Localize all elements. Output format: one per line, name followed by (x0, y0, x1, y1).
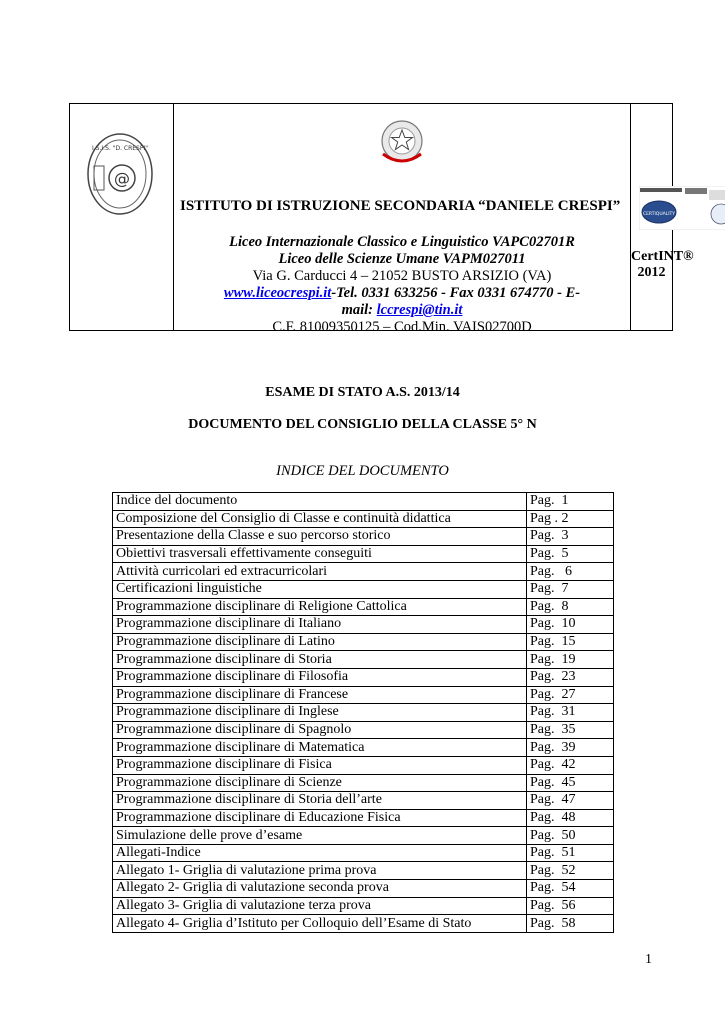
certification-cell (631, 104, 694, 330)
email-prefix: mail: (341, 302, 377, 318)
page-number: 1 (645, 952, 652, 967)
index-entry-label: Presentazione della Classe e suo percorso storico (113, 528, 527, 546)
index-entry-page: Pag. 6 (527, 563, 614, 581)
table-row (113, 739, 614, 757)
school-address: Via G. Carducci 4 – 21052 BUSTO ARSIZIO (VA) (252, 268, 552, 284)
school-line-scienze-umane: Liceo delle Scienze Umane VAPM027011 (278, 251, 526, 267)
table-row (113, 545, 614, 563)
email-link[interactable]: lccrespi@tin.it (376, 302, 463, 318)
table-row (113, 633, 614, 651)
contact-text: -Tel. 0331 633256 - Fax 0331 674770 - E- (331, 285, 581, 301)
table-row (113, 844, 614, 862)
index-entry-label: Programmazione disciplinare di Spagnolo (113, 721, 527, 739)
table-row (113, 774, 614, 792)
index-entry-label: Allegati-Indice (113, 844, 527, 862)
index-entry-label: Programmazione disciplinare di Latino (113, 633, 527, 651)
index-entry-page: Pag. 19 (527, 651, 614, 669)
index-entry-page: Pag. 3 (527, 528, 614, 546)
index-entry-page: Pag. 8 (527, 598, 614, 616)
index-entry-label: Indice del documento (113, 493, 527, 511)
school-logo-cell (70, 104, 174, 330)
index-entry-label: Programmazione disciplinare di Religione Cattolica (113, 598, 527, 616)
index-entry-page: Pag. 51 (527, 844, 614, 862)
contact-line (174, 285, 630, 302)
index-entry-page: Pag. 58 (527, 915, 614, 933)
school-codes: C.F. 81009350125 – Cod.Min. VAIS02700D (272, 319, 532, 335)
index-entry-page: Pag. 52 (527, 862, 614, 880)
index-entry-page: Pag. 39 (527, 739, 614, 757)
index-entry-label: Programmazione disciplinare di Scienze (113, 774, 527, 792)
table-row (113, 862, 614, 880)
index-entry-label: Programmazione disciplinare di Italiano (113, 616, 527, 634)
index-entry-page: Pag. 7 (527, 580, 614, 598)
index-entry-label: Obiettivi trasversali effettivamente conseguiti (113, 545, 527, 563)
index-entry-page: Pag. 10 (527, 616, 614, 634)
index-entry-page: Pag. 48 (527, 809, 614, 827)
index-entry-page: Pag. 47 (527, 792, 614, 810)
index-entry-page: Pag. 15 (527, 633, 614, 651)
table-row (113, 721, 614, 739)
index-table (112, 492, 614, 933)
svg-text:I.S.I.S. "D. CRESPI": I.S.I.S. "D. CRESPI" (92, 145, 148, 152)
index-entry-label: Composizione del Consiglio di Classe e continuità didattica (113, 510, 527, 528)
website-link[interactable]: www.liceocrespi.it (223, 285, 332, 301)
index-entry-label: Allegato 2- Griglia di valutazione seconda prova (113, 880, 527, 898)
cert-label: CertINT® 2012 (631, 249, 694, 280)
index-entry-page: Pag. 1 (527, 493, 614, 511)
table-row (113, 880, 614, 898)
table-row (113, 915, 614, 933)
italian-republic-emblem-icon (375, 116, 429, 170)
table-row (113, 668, 614, 686)
index-entry-page: Pag. 23 (527, 668, 614, 686)
index-entry-label: Programmazione disciplinare di Storia (113, 651, 527, 669)
index-entry-label: Attività curricolari ed extracurricolari (113, 563, 527, 581)
school-info-cell (174, 104, 631, 335)
index-entry-page: Pag. 42 (527, 756, 614, 774)
table-row (113, 510, 614, 528)
table-row (113, 616, 614, 634)
index-entry-page: Pag. 50 (527, 827, 614, 845)
svg-text:CERTIQUALITY: CERTIQUALITY (642, 212, 676, 217)
index-entry-label: Allegato 4- Griglia d’Istituto per Colloquio dell’Esame di Stato (113, 915, 527, 933)
index-entry-label: Allegato 3- Griglia di valutazione terza prova (113, 897, 527, 915)
table-row (113, 528, 614, 546)
index-entry-page: Pag. 35 (527, 721, 614, 739)
table-row (113, 897, 614, 915)
school-name: ISTITUTO DI ISTRUZIONE SECONDARIA “DANIELE CRESPI” (180, 198, 621, 214)
table-row (113, 756, 614, 774)
index-entry-label: Programmazione disciplinare di Storia dell’arte (113, 792, 527, 810)
index-entry-label: Programmazione disciplinare di Fisica (113, 756, 527, 774)
table-row (113, 686, 614, 704)
certiquality-badge-icon (639, 186, 725, 230)
table-row (113, 563, 614, 581)
index-entry-label: Programmazione disciplinare di Inglese (113, 704, 527, 722)
table-row (113, 704, 614, 722)
index-entry-label: Programmazione disciplinare di Francese (113, 686, 527, 704)
index-entry-label: Certificazioni linguistiche (113, 580, 527, 598)
index-entry-page: Pag. 45 (527, 774, 614, 792)
index-entry-label: Allegato 1- Griglia di valutazione prima prova (113, 862, 527, 880)
table-row (113, 580, 614, 598)
index-entry-label: Programmazione disciplinare di Educazione Fisica (113, 809, 527, 827)
svg-text:@: @ (114, 169, 130, 188)
exam-title: ESAME DI STATO A.S. 2013/14 (265, 385, 460, 400)
table-row (113, 651, 614, 669)
school-line-classico: Liceo Internazionale Classico e Linguistico VAPC02701R (229, 234, 575, 250)
index-entry-page: Pag . 2 (527, 510, 614, 528)
index-entry-page: Pag. 27 (527, 686, 614, 704)
index-title: INDICE DEL DOCUMENTO (276, 463, 449, 479)
table-row (113, 792, 614, 810)
index-entry-page: Pag. 31 (527, 704, 614, 722)
index-entry-page: Pag. 54 (527, 880, 614, 898)
table-row (113, 809, 614, 827)
index-entry-page: Pag. 56 (527, 897, 614, 915)
email-line (174, 302, 630, 319)
index-entry-label: Simulazione delle prove d’esame (113, 827, 527, 845)
table-row (113, 493, 614, 511)
table-row (113, 598, 614, 616)
index-entry-label: Programmazione disciplinare di Filosofia (113, 668, 527, 686)
table-row (113, 827, 614, 845)
document-title: DOCUMENTO DEL CONSIGLIO DELLA CLASSE 5° N (188, 417, 537, 432)
school-logo-icon (70, 104, 174, 330)
index-entry-page: Pag. 5 (527, 545, 614, 563)
index-entry-label: Programmazione disciplinare di Matematica (113, 739, 527, 757)
header-table (69, 103, 694, 335)
